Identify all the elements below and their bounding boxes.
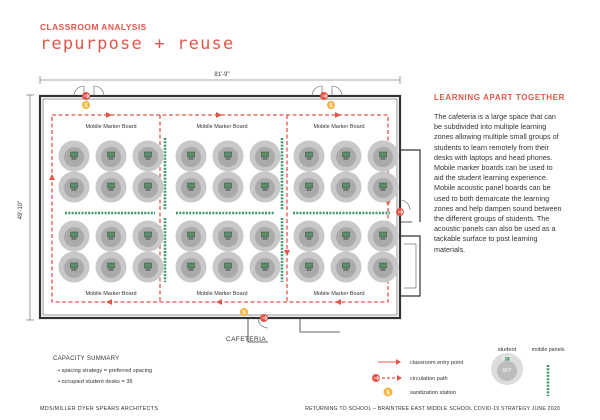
legend-sanitization [384,388,393,397]
section-kicker: CLASSROOM ANALYSIS [40,22,147,32]
student-desk [331,221,362,252]
student-desk [368,141,399,172]
capacity-item: • spacing strategy = preferred spacing [58,368,153,374]
marker-board-label: Mobile Marker Board [85,291,137,297]
student-desk [331,252,362,283]
student-desk [213,141,244,172]
student-desk [213,252,244,283]
marker-board-label: Mobile Marker Board [196,291,248,297]
footer-project: RETURNING TO SCHOOL – BRAINTREE EAST MIDDLE SCHOOL COVID-19 STRATEGY JUNE 2020 [305,406,560,412]
legend-circulation [372,374,402,382]
student-desk [294,252,325,283]
legend-entry-point [378,359,401,365]
sanitization-markers [82,101,335,316]
student-desk [176,252,207,283]
marker-board-label: Mobile Marker Board [313,291,365,297]
student-desk [331,141,362,172]
student-desk [176,141,207,172]
legend-8ft-label: 8FT [502,356,512,362]
student-desk [250,172,281,203]
student-desk [59,252,90,283]
student-desk [250,252,281,283]
student-desk [368,252,399,283]
page-title: repurpose + reuse [40,34,235,54]
legend-circulation-label: circulation path [410,376,448,382]
legend-panels-label: mobile panels [531,347,565,353]
student-desk [59,221,90,252]
student-desk [96,172,127,203]
legend-student-label: student [497,347,517,353]
marker-board-label: Mobile Marker Board [196,124,248,130]
room-walls [40,96,420,342]
legend-entry-label: classroom entry point [410,360,464,366]
student-desk [294,141,325,172]
student-desks [59,141,399,283]
student-desk [176,172,207,203]
student-desk [96,252,127,283]
marker-board-label: Mobile Marker Board [313,124,365,130]
student-desk [96,141,127,172]
student-desk [59,172,90,203]
capacity-item: • occupied student desks = 36 [58,379,133,385]
student-desk [96,221,127,252]
student-desk [294,172,325,203]
student-desk [213,221,244,252]
student-desk [133,141,164,172]
student-desk [368,221,399,252]
student-desk [133,221,164,252]
student-desk [250,141,281,172]
student-desk [133,252,164,283]
student-desk [213,172,244,203]
student-desk [59,141,90,172]
student-desk [294,221,325,252]
student-desk [133,172,164,203]
room-label: CAFETERIA [226,336,267,343]
student-desk [250,221,281,252]
legend-6ft-label: 6FT [502,368,512,374]
svg-text:S: S [242,310,246,317]
student-desk [176,221,207,252]
height-dimension-label: 49'-10" [18,200,24,220]
student-desk [368,172,399,203]
height-dimension [26,95,34,320]
svg-text:S: S [385,390,391,397]
svg-text:S: S [84,103,88,110]
capacity-title: CAPACITY SUMMARY [53,356,120,362]
sidebar-body: The cafeteria is a large space that can be subdivided into multiple learning zones allowing multiple small groups of students to learn remotely from their desks with laptops and head phones. Mobile marker boards can be used to aid the student learning experience. Mobile acoustic panel boards can be used to both demarcate the learning zones and help dampen sound between the different groups of students. The acoustic panels can also be used as a tackable surface to post learning materials. [434,112,562,254]
sidebar-title: LEARNING APART TOGETHER [434,93,565,102]
marker-board-label: Mobile Marker Board [85,124,137,130]
student-desk [331,172,362,203]
svg-text:S: S [329,103,333,110]
legend-sanitization-label: sanitization station [410,390,457,396]
legend [372,347,565,397]
footer-firm: MDS/MILLER DYER SPEARS ARCHITECTS [40,406,159,412]
width-dimension-label: 81'-9" [214,72,230,78]
